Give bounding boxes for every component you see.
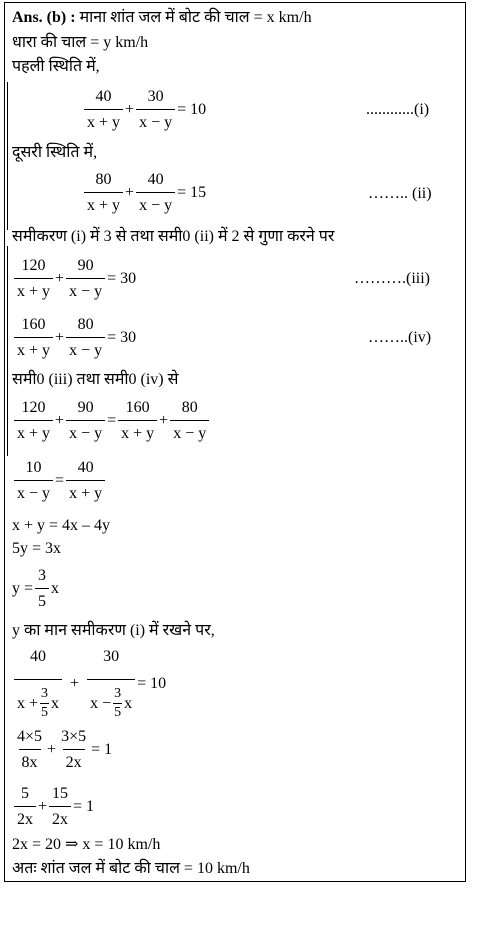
assumption-stream-speed: धारा की चाल = y km/h (12, 34, 149, 51)
substituted-equation: 40 x + $\frac{3}{5}$ x + 30 x − $\frac{3}{5}$ x = 10 (14, 647, 168, 721)
equation-4-tag: ……..(iv) (368, 329, 432, 346)
answer-intro (12, 8, 312, 28)
equation-1-tag: ............(i) (366, 101, 430, 118)
second-condition-label: दूसरी स्थिति में, (12, 144, 98, 161)
multiply-step-label: समीकरण (i) में 3 से तथा समी0 (ii) में 2 से गुणा करने पर (12, 228, 335, 245)
substitution-label: y का मान समीकरण (i) में रखने पर, (12, 622, 215, 639)
solution-x: 2x = 20 ⇒ x = 10 km/h (12, 836, 161, 853)
equation-6: $\frac{10}{x - y}$ = $\frac{40}{x + y}$ (14, 458, 105, 504)
answer-label: Ans. (b) : (12, 9, 76, 26)
simplified-equation: x + y = 4x – 4y (12, 517, 111, 534)
reduced-fraction-equation: 5 2x + $\frac{15}{2x}$ = 1 (14, 784, 96, 830)
margin-rule (7, 246, 8, 456)
margin-rule (7, 82, 8, 230)
equation-1: 40 x + y + $\frac{30}{x - y}$ = 10 (84, 87, 208, 133)
equation-3-tag: ……….(iii) (354, 270, 430, 287)
y-in-terms-of-x: y = $\frac{3}{5}$ x (12, 567, 60, 610)
final-answer: अतः शांत जल में बोट की चाल = 10 km/h (12, 860, 250, 877)
equation-3: 120 x + y + $\frac{90}{x - y}$ = 30 (14, 256, 138, 302)
equation-2-tag: …….. (ii) (368, 185, 432, 202)
simplified-fraction-equation: 4×5 8x + $\frac{3\times 5}{2x}$ = 1 (17, 728, 113, 771)
assumption-boat-speed: माना शांत जल में बोट की चाल = x km/h (75, 9, 312, 26)
combine-step-label: समी0 (iii) तथा समी0 (iv) से (12, 371, 179, 388)
equation-5: 120 x + y + $\frac{90}{x - y}$ = $\frac{160}{x + y}$ + $\frac{80}{x - y}$ (14, 398, 209, 444)
first-condition-label: पहली स्थिति में, (12, 58, 100, 75)
equation-4: 160 x + y + $\frac{80}{x - y}$ = 30 (14, 315, 138, 361)
equation-2: 80 x + y + $\frac{40}{x - y}$ = 15 (84, 170, 208, 216)
relation-equation: 5y = 3x (12, 540, 62, 557)
